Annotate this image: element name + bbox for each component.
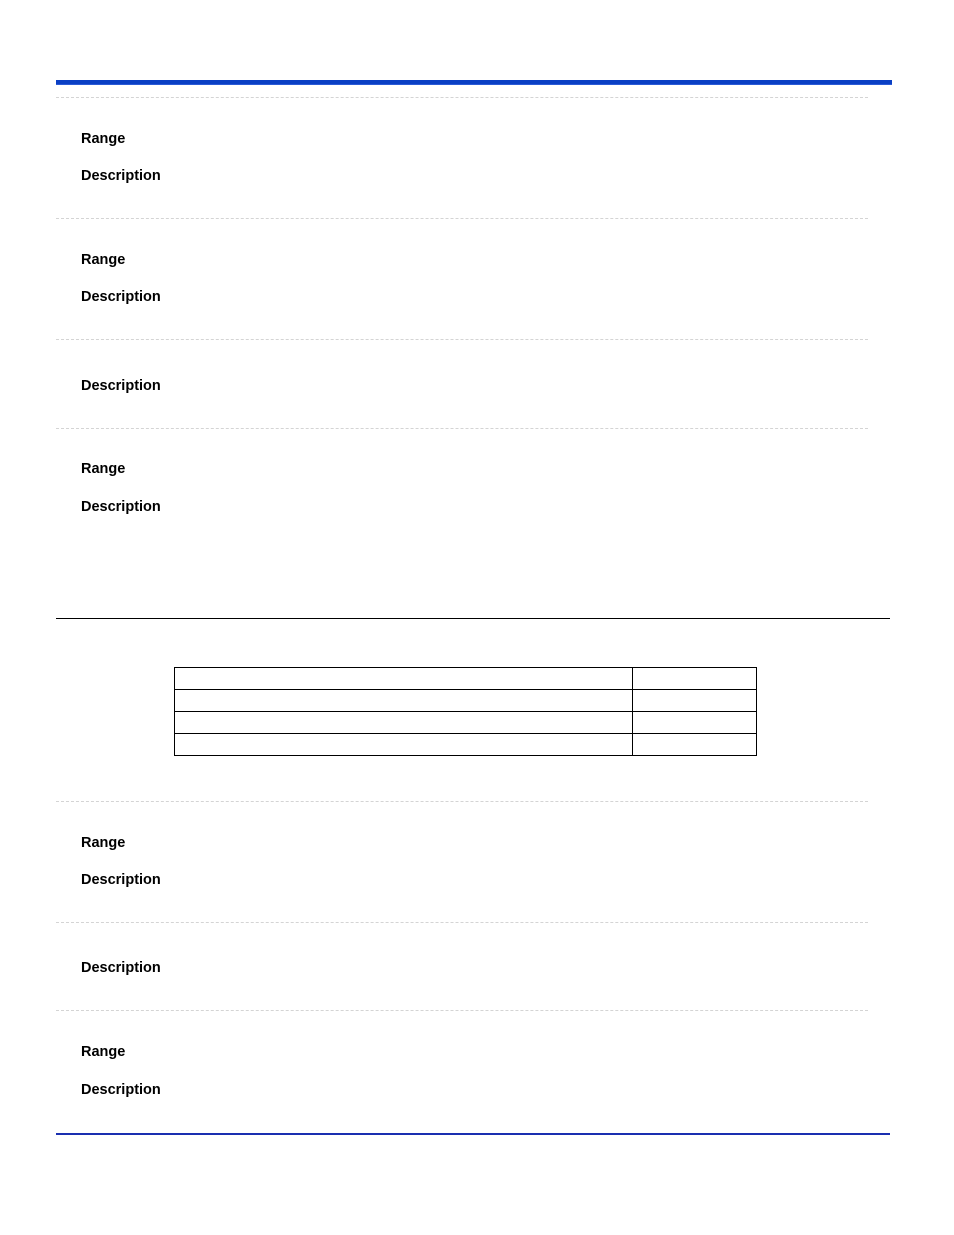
dashed-separator [56,97,868,98]
dashed-separator [56,1010,868,1011]
range-label: Range [81,835,126,851]
header-rule-underline [56,84,892,85]
description-label: Description [81,289,161,305]
table-cell [175,690,633,712]
range-label: Range [81,252,126,268]
dashed-separator [56,218,868,219]
values-table [174,667,757,756]
table-cell [633,712,757,734]
footer-rule [56,1133,890,1135]
description-label: Description [81,1082,161,1098]
range-label: Range [81,1044,126,1060]
table-cell [175,712,633,734]
section-divider [56,618,890,619]
range-label: Range [81,461,126,477]
dashed-separator [56,339,868,340]
description-label: Description [81,378,161,394]
description-label: Description [81,960,161,976]
dashed-separator [56,428,868,429]
table-row [175,668,757,690]
table-cell [633,690,757,712]
table-row [175,690,757,712]
dashed-separator [56,922,868,923]
description-label: Description [81,872,161,888]
description-label: Description [81,168,161,184]
table-cell [633,668,757,690]
range-label: Range [81,131,126,147]
table-cell [633,734,757,756]
dashed-separator [56,801,868,802]
description-label: Description [81,499,161,515]
table-row [175,734,757,756]
table-cell [175,668,633,690]
table-row [175,712,757,734]
table-cell [175,734,633,756]
